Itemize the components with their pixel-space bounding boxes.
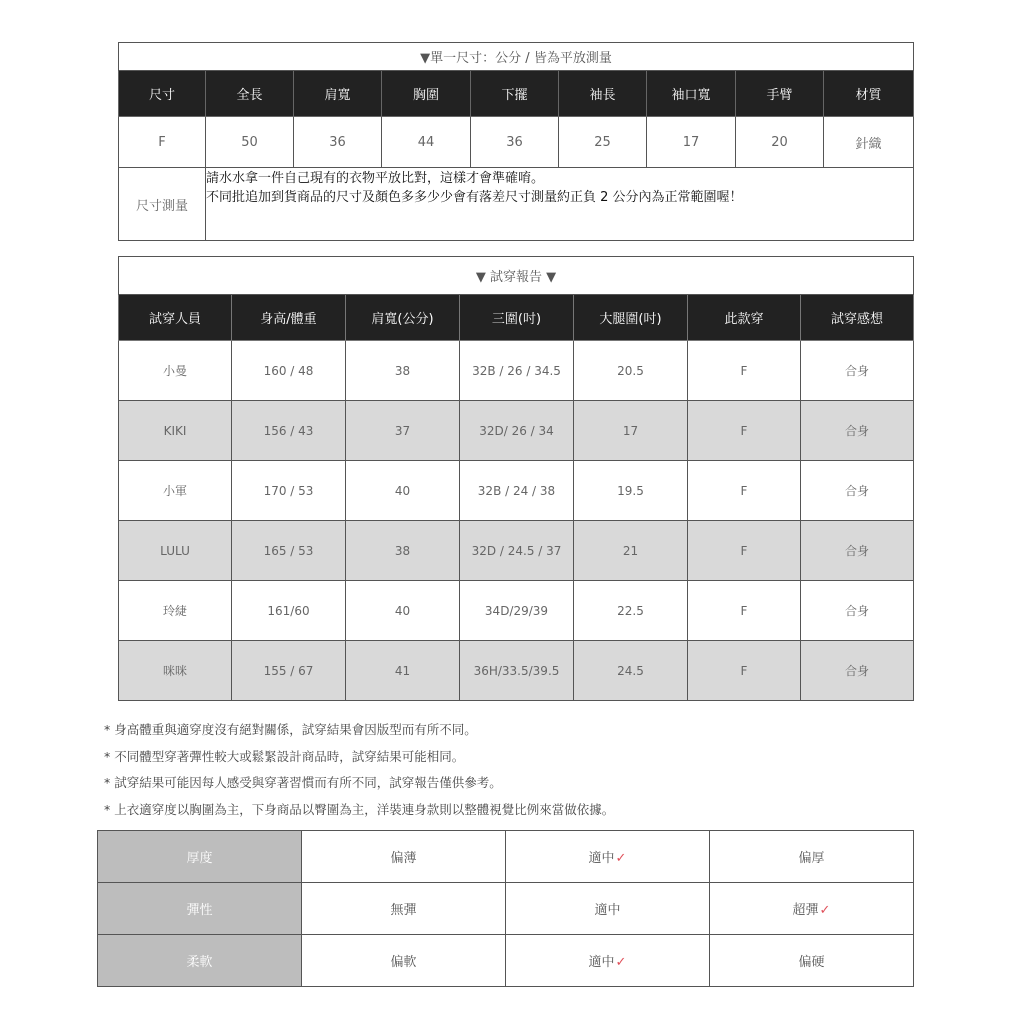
table-row xyxy=(119,521,914,581)
fabric-row xyxy=(98,935,914,987)
try-on-cell: 合身 xyxy=(801,521,914,581)
try-on-table xyxy=(118,256,914,701)
table-row xyxy=(119,401,914,461)
fabric-option-label: 偏軟 xyxy=(390,955,417,970)
size-value-cell: 17 xyxy=(647,117,736,168)
table-row xyxy=(119,641,914,701)
fabric-option xyxy=(506,831,710,883)
try-on-cell: 34D/29/39 xyxy=(460,581,574,641)
try-on-body xyxy=(119,341,914,701)
size-header-cell: 下擺 xyxy=(471,71,559,117)
size-value-cell: 36 xyxy=(471,117,559,168)
try-on-cell: 165 / 53 xyxy=(232,521,346,581)
fabric-row xyxy=(98,831,914,883)
try-on-cell: F xyxy=(688,341,801,401)
try-header-cell: 三圍(吋) xyxy=(460,295,574,341)
size-table xyxy=(118,42,914,241)
fabric-option xyxy=(710,935,914,987)
try-header-cell: 試穿人員 xyxy=(119,295,232,341)
size-header-cell: 材質 xyxy=(824,71,914,117)
size-measure-label: 尺寸測量 xyxy=(119,168,206,241)
fabric-option-label: 無彈 xyxy=(390,903,417,918)
try-on-cell: F xyxy=(688,641,801,701)
try-on-cell: 24.5 xyxy=(574,641,688,701)
fabric-option xyxy=(302,935,506,987)
try-on-cell: 36H/33.5/39.5 xyxy=(460,641,574,701)
size-header-cell: 袖長 xyxy=(559,71,647,117)
try-on-cell: F xyxy=(688,581,801,641)
fabric-table xyxy=(97,830,914,987)
fabric-option xyxy=(302,831,506,883)
fabric-row xyxy=(98,883,914,935)
try-on-cell: 咪咪 xyxy=(119,641,232,701)
table-row xyxy=(119,581,914,641)
try-on-cell: 合身 xyxy=(801,401,914,461)
note-item: * 身高體重與適穿度沒有絕對關係，試穿結果會因版型而有所不同。 xyxy=(104,722,477,737)
try-on-cell: 156 / 43 xyxy=(232,401,346,461)
size-value-cell: 25 xyxy=(559,117,647,168)
try-on-cell: 合身 xyxy=(801,341,914,401)
size-header-cell: 全長 xyxy=(206,71,294,117)
check-icon: ✓ xyxy=(615,851,627,866)
try-on-cell: LULU xyxy=(119,521,232,581)
try-on-cell: 160 / 48 xyxy=(232,341,346,401)
size-measure-line: 不同批追加到貨商品的尺寸及顏色多多少少會有落差尺寸測量約正負 2 公分內為正常範圍喔！ xyxy=(206,190,743,205)
check-icon: ✓ xyxy=(819,903,831,918)
size-value-cell: 44 xyxy=(382,117,471,168)
try-on-cell: 32D / 24.5 / 37 xyxy=(460,521,574,581)
try-on-cell: 32B / 26 / 34.5 xyxy=(460,341,574,401)
note-item: * 上衣適穿度以胸圍為主，下身商品以臀圍為主，洋裝連身款則以整體視覺比例來當做依據。 xyxy=(104,801,615,817)
try-on-cell: 40 xyxy=(346,461,460,521)
try-header-cell: 大腿圍(吋) xyxy=(574,295,688,341)
try-on-cell: 20.5 xyxy=(574,341,688,401)
size-value-cell: 36 xyxy=(294,117,382,168)
try-on-cell: 32B / 24 / 38 xyxy=(460,461,574,521)
size-value-cell: 50 xyxy=(206,117,294,168)
size-measure-row xyxy=(119,168,914,241)
try-on-cell: 玲緁 xyxy=(119,581,232,641)
check-icon: ✓ xyxy=(615,955,627,970)
size-value-cell: 20 xyxy=(736,117,824,168)
try-on-cell: KIKI xyxy=(119,401,232,461)
try-header-cell: 試穿感想 xyxy=(801,295,914,341)
try-on-cell: 21 xyxy=(574,521,688,581)
try-on-cell: 38 xyxy=(346,341,460,401)
size-table-caption: ▼單一尺寸：公分 / 皆為平放測量 xyxy=(119,43,914,71)
try-on-cell: 155 / 67 xyxy=(232,641,346,701)
try-on-cell: 38 xyxy=(346,521,460,581)
fabric-option-label: 適中 xyxy=(588,955,615,970)
size-header-cell: 袖口寬 xyxy=(647,71,736,117)
fabric-option-label: 偏硬 xyxy=(798,955,825,970)
fabric-option-label: 偏厚 xyxy=(798,851,825,866)
try-on-cell: 170 / 53 xyxy=(232,461,346,521)
try-on-cell: 小曼 xyxy=(119,341,232,401)
fabric-option xyxy=(710,831,914,883)
size-measure-note xyxy=(206,168,914,241)
fabric-option-label: 適中 xyxy=(594,903,621,918)
try-on-header xyxy=(119,295,914,341)
size-value-cell: F xyxy=(119,117,206,168)
fabric-option-label: 適中 xyxy=(588,851,615,866)
try-header-cell: 身高/體重 xyxy=(232,295,346,341)
size-header-cell: 尺寸 xyxy=(119,71,206,117)
fabric-option-label: 超彈 xyxy=(792,903,819,918)
note-item: * 試穿結果可能因每人感受與穿著習慣而有所不同，試穿報告僅供參考。 xyxy=(104,775,502,790)
size-measure-line: 請水水拿一件自己現有的衣物平放比對，這樣才會準確唷。 xyxy=(206,171,545,186)
try-on-cell: 37 xyxy=(346,401,460,461)
fabric-option-label: 偏薄 xyxy=(390,851,417,866)
table-row xyxy=(119,341,914,401)
try-on-cell: F xyxy=(688,401,801,461)
try-on-cell: 40 xyxy=(346,581,460,641)
fabric-option xyxy=(710,883,914,935)
fabric-label: 厚度 xyxy=(98,831,302,883)
fabric-label: 彈性 xyxy=(98,883,302,935)
try-on-cell: F xyxy=(688,521,801,581)
try-on-cell: 合身 xyxy=(801,641,914,701)
try-on-cell: 合身 xyxy=(801,461,914,521)
try-on-cell: 22.5 xyxy=(574,581,688,641)
try-on-cell: F xyxy=(688,461,801,521)
try-on-cell: 合身 xyxy=(801,581,914,641)
try-on-cell: 小軍 xyxy=(119,461,232,521)
fabric-body xyxy=(98,831,914,987)
size-table-header xyxy=(119,71,914,117)
try-header-cell: 肩寬(公分) xyxy=(346,295,460,341)
try-on-cell: 41 xyxy=(346,641,460,701)
table-row xyxy=(119,461,914,521)
try-on-cell: 161/60 xyxy=(232,581,346,641)
size-value-cell: 針織 xyxy=(824,117,914,168)
size-header-cell: 手臂 xyxy=(736,71,824,117)
try-on-cell: 17 xyxy=(574,401,688,461)
try-on-caption: ▼ 試穿報告 ▼ xyxy=(119,257,914,295)
fabric-option xyxy=(506,883,710,935)
fabric-label: 柔軟 xyxy=(98,935,302,987)
fabric-option xyxy=(302,883,506,935)
size-header-cell: 肩寬 xyxy=(294,71,382,117)
try-on-cell: 19.5 xyxy=(574,461,688,521)
fabric-option xyxy=(506,935,710,987)
size-values-row xyxy=(119,117,914,168)
notes-list xyxy=(104,720,924,826)
size-header-cell: 胸圍 xyxy=(382,71,471,117)
try-on-cell: 32D/ 26 / 34 xyxy=(460,401,574,461)
note-item: * 不同體型穿著彈性較大或鬆緊設計商品時，試穿結果可能相同。 xyxy=(104,748,465,764)
try-header-cell: 此款穿 xyxy=(688,295,801,341)
